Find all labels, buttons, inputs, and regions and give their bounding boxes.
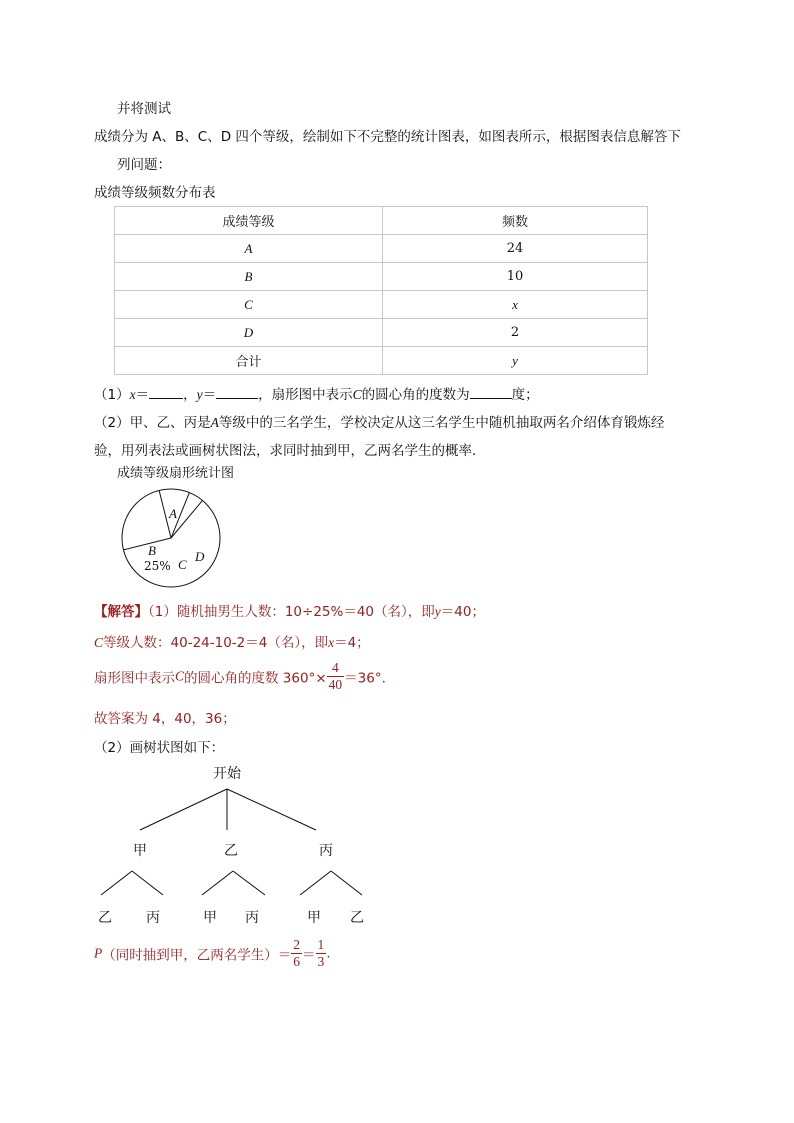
solution-l1-end: ＝40； [440, 604, 485, 620]
pie-label-b: B [148, 543, 156, 558]
q1-x: x [129, 387, 136, 402]
solution-line-2 [94, 631, 370, 651]
solution-tag: 【解答】 [94, 604, 148, 620]
fraction-2-6 [291, 937, 302, 970]
tree-root: 开始 [213, 766, 241, 782]
q1-end: 度； [511, 387, 539, 403]
solution-l3-text: 扇形图中表示 [94, 670, 175, 687]
table-row [115, 347, 648, 375]
cell-frequency: 24 [383, 235, 648, 263]
probability-line [94, 937, 331, 970]
table-header-row [115, 207, 648, 235]
blank-y [216, 386, 258, 399]
tree-edge [101, 871, 132, 895]
tree-node-level2: 甲 [307, 910, 321, 926]
fraction-numerator: 2 [293, 937, 300, 952]
solution-l3-text2: 的圆心角的度数 360°× [184, 670, 327, 687]
tree-node-level1: 乙 [224, 843, 238, 859]
fraction-numerator: 4 [327, 660, 345, 677]
question-1 [94, 383, 539, 403]
q2-text: 等级中的三名学生，学校决定从这三名学生中随机抽取两名介绍体育锻炼经 [218, 415, 665, 431]
cell-grade: B [115, 263, 383, 291]
tree-node-level2: 乙 [98, 910, 112, 926]
pie-label-d: D [195, 549, 205, 564]
solution-line-3 [94, 660, 386, 693]
tree-node-level2: 甲 [203, 910, 217, 926]
prob-eq: ＝ [302, 947, 316, 964]
pie-chart [121, 488, 221, 588]
tree-node-level2: 丙 [146, 910, 160, 926]
blank-x [149, 386, 183, 399]
q1-c: C [352, 387, 362, 402]
solution-l2-x: x [328, 635, 335, 650]
solution-l1-y: y [434, 604, 441, 619]
q2-prefix: （2）甲、乙、丙是 [94, 415, 211, 431]
cell-frequency: x [383, 291, 648, 319]
blank-angle [470, 386, 512, 399]
q1-eq1: ＝ [135, 387, 150, 403]
cell-grade: D [115, 319, 383, 347]
q1-mid: ，扇形图中表示 [258, 387, 353, 403]
prob-end: . [326, 945, 331, 962]
prob-p: P [94, 945, 103, 961]
solution-l2-text: 等级人数：40-24-10-2＝4（名），即 [103, 635, 329, 651]
tree-edge [202, 871, 233, 895]
solution-l3-c: C [175, 668, 185, 684]
cell-grade: C [115, 291, 383, 319]
cell-frequency: y [383, 347, 648, 375]
q1-eq2: ＝ [202, 387, 217, 403]
solution-line-4: 故答案为 4，40，36； [94, 711, 236, 727]
cell-grade: 合计 [115, 347, 383, 375]
tree-edge [227, 789, 316, 830]
tree-edge [300, 871, 331, 895]
table-row [115, 291, 648, 319]
table-title: 成绩等级频数分布表 [94, 185, 216, 201]
frequency-table [114, 206, 648, 375]
fraction-numerator: 1 [317, 937, 325, 952]
fraction-denominator: 40 [328, 677, 343, 692]
header-frequency: 频数 [383, 207, 648, 235]
solution-l3-end: ＝36°. [344, 670, 386, 687]
solution-line-1 [94, 600, 485, 620]
question-2-line2: 验，用列表法或画树状图法，求同时抽到甲，乙两名学生的概率． [94, 443, 486, 459]
tree-node-level1: 甲 [133, 843, 147, 859]
q1-y: y [196, 387, 203, 402]
pie-title: 成绩等级扇形统计图 [117, 466, 235, 481]
intro-line3: 列问题： [117, 157, 171, 173]
fraction-denominator: 3 [317, 954, 325, 969]
fraction-1-3 [316, 937, 327, 970]
tree-edge [233, 871, 265, 895]
fraction-4-40 [327, 660, 345, 693]
question-2-line1 [94, 411, 664, 431]
solution-l2-end: ＝4； [334, 635, 370, 651]
q1-comma: ， [183, 387, 197, 403]
solution-line-5: （2）画树状图如下： [94, 740, 225, 756]
q1-prefix: （1） [94, 387, 130, 403]
solution-l2-c: C [94, 635, 104, 650]
q1-mid2: 的圆心角的度数为 [361, 387, 470, 403]
pie-label-a: A [169, 506, 177, 521]
prob-text: （同时抽到甲，乙两名学生）＝ [102, 947, 292, 964]
tree-edge [140, 789, 227, 830]
tree-node-level2: 丙 [245, 910, 259, 926]
header-grade: 成绩等级 [115, 207, 383, 235]
tree-node-level2: 乙 [350, 910, 364, 926]
cell-grade: A [115, 235, 383, 263]
tree-edge [331, 871, 362, 895]
pie-label-c: C [178, 557, 187, 572]
table-row [115, 235, 648, 263]
solution-l1-text: （1）随机抽男生人数：10÷25%＝40（名），即 [148, 604, 435, 620]
q2-grade-a: A [210, 415, 219, 430]
table-row [115, 319, 648, 347]
cell-frequency: 10 [383, 263, 648, 291]
tree-edge [132, 871, 163, 895]
intro-line1: 并将测试 [117, 101, 171, 117]
fraction-denominator: 6 [293, 954, 300, 969]
intro-line2: 成绩分为 A、B、C、D 四个等级，绘制如下不完整的统计图表，如图表所示，根据图表信息解答下 [94, 129, 681, 145]
cell-frequency: 2 [383, 319, 648, 347]
tree-node-level1: 丙 [319, 843, 333, 859]
table-row [115, 263, 648, 291]
pie-label-b-percent: 25% [144, 559, 171, 573]
